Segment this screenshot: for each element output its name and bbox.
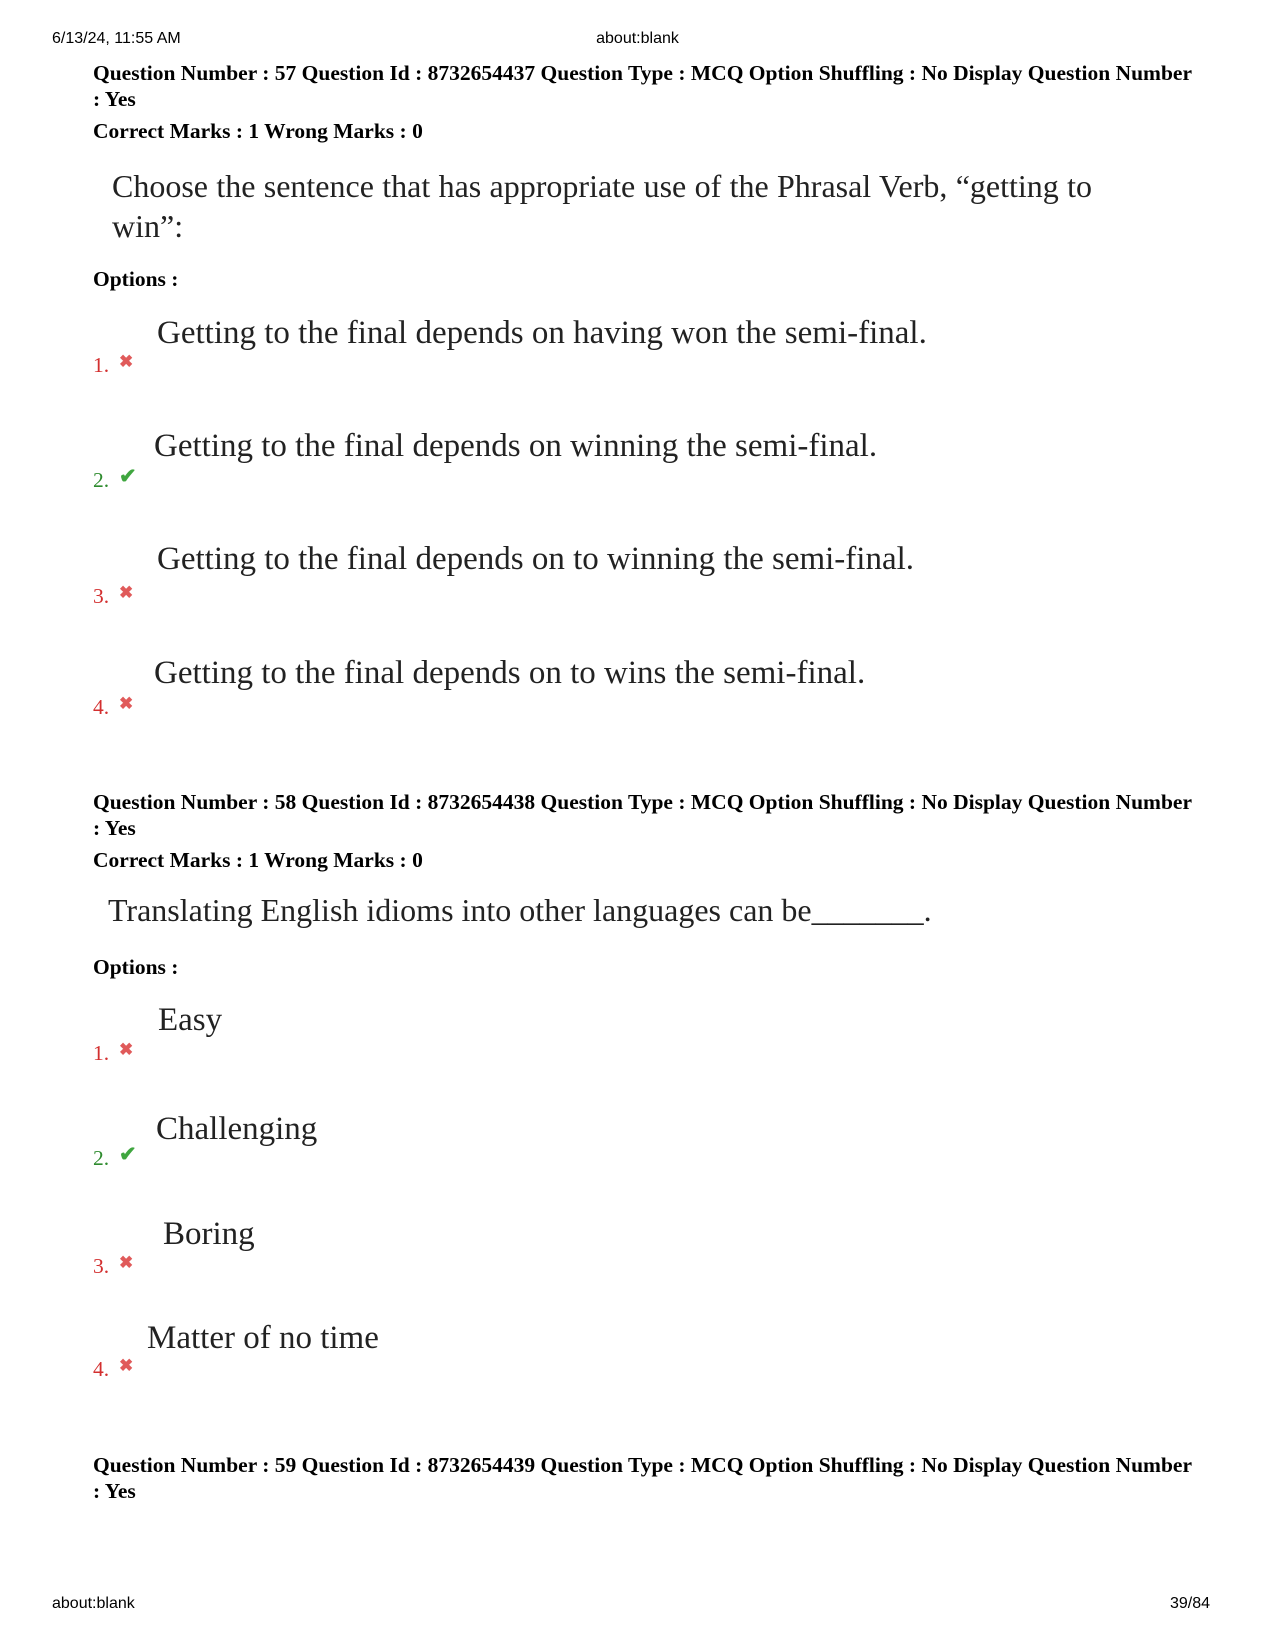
option-text: Boring: [163, 1216, 255, 1252]
question-marks: Correct Marks : 1 Wrong Marks : 0: [93, 119, 423, 143]
cross-icon: ✖: [119, 583, 134, 602]
print-footer-url: about:blank: [52, 1595, 135, 1612]
cross-icon: ✖: [119, 694, 134, 713]
option-number: 1.: [93, 1041, 110, 1065]
question-meta: Question Number : 59 Question Id : 8732654439 Question Type : MCQ Option Shuffling : No Display Question Number : Yes: [93, 1453, 1192, 1503]
question-meta: Question Number : 57 Question Id : 8732654437 Question Type : MCQ Option Shuffling : No Display Question Number : Yes: [93, 61, 1192, 111]
question-59-header: [93, 1452, 1203, 1504]
option-item: [93, 541, 1093, 621]
option-text: Getting to the final depends on winning the semi-final.: [154, 428, 878, 464]
option-item: [93, 1320, 1093, 1400]
question-text: Translating English idioms into other languages can be_______.: [108, 892, 932, 928]
options-label: Options :: [93, 267, 179, 291]
print-datetime: 6/13/24, 11:55 AM: [52, 30, 181, 47]
question-58-header: [93, 789, 1203, 873]
option-text: Challenging: [156, 1111, 318, 1147]
option-item: [93, 428, 1093, 508]
check-icon: ✔: [119, 1142, 137, 1166]
option-text: Getting to the final depends on having won the semi-final.: [157, 315, 927, 351]
option-number: 3.: [93, 584, 110, 608]
option-item: [93, 315, 1093, 395]
option-item: [93, 1216, 1093, 1296]
cross-icon: ✖: [119, 1040, 134, 1059]
option-item: [93, 1111, 1093, 1191]
option-number: 4.: [93, 1357, 110, 1381]
option-text: Getting to the final depends on to wins the semi-final.: [154, 655, 866, 691]
option-number: 3.: [93, 1254, 110, 1278]
option-text: Matter of no time: [147, 1320, 379, 1356]
cross-icon: ✖: [119, 1253, 134, 1272]
option-number: 4.: [93, 695, 110, 719]
option-number: 2.: [93, 468, 110, 492]
question-text: Choose the sentence that has appropriate use of the Phrasal Verb, “getting to win”:: [112, 168, 1092, 244]
check-icon: ✔: [119, 464, 137, 488]
option-number: 1.: [93, 353, 110, 377]
option-number: 2.: [93, 1146, 110, 1170]
option-item: [93, 655, 1093, 735]
option-item: [93, 1002, 1093, 1082]
cross-icon: ✖: [119, 352, 134, 371]
question-57-header: [93, 60, 1203, 144]
options-label: Options :: [93, 955, 179, 979]
option-text: Easy: [158, 1002, 223, 1038]
print-title: about:blank: [596, 30, 679, 47]
question-meta: Question Number : 58 Question Id : 8732654438 Question Type : MCQ Option Shuffling : No Display Question Number : Yes: [93, 790, 1192, 840]
option-text: Getting to the final depends on to winning the semi-final.: [157, 541, 915, 577]
question-marks: Correct Marks : 1 Wrong Marks : 0: [93, 848, 423, 872]
page-number: 39/84: [1169, 1595, 1210, 1612]
cross-icon: ✖: [119, 1356, 134, 1375]
